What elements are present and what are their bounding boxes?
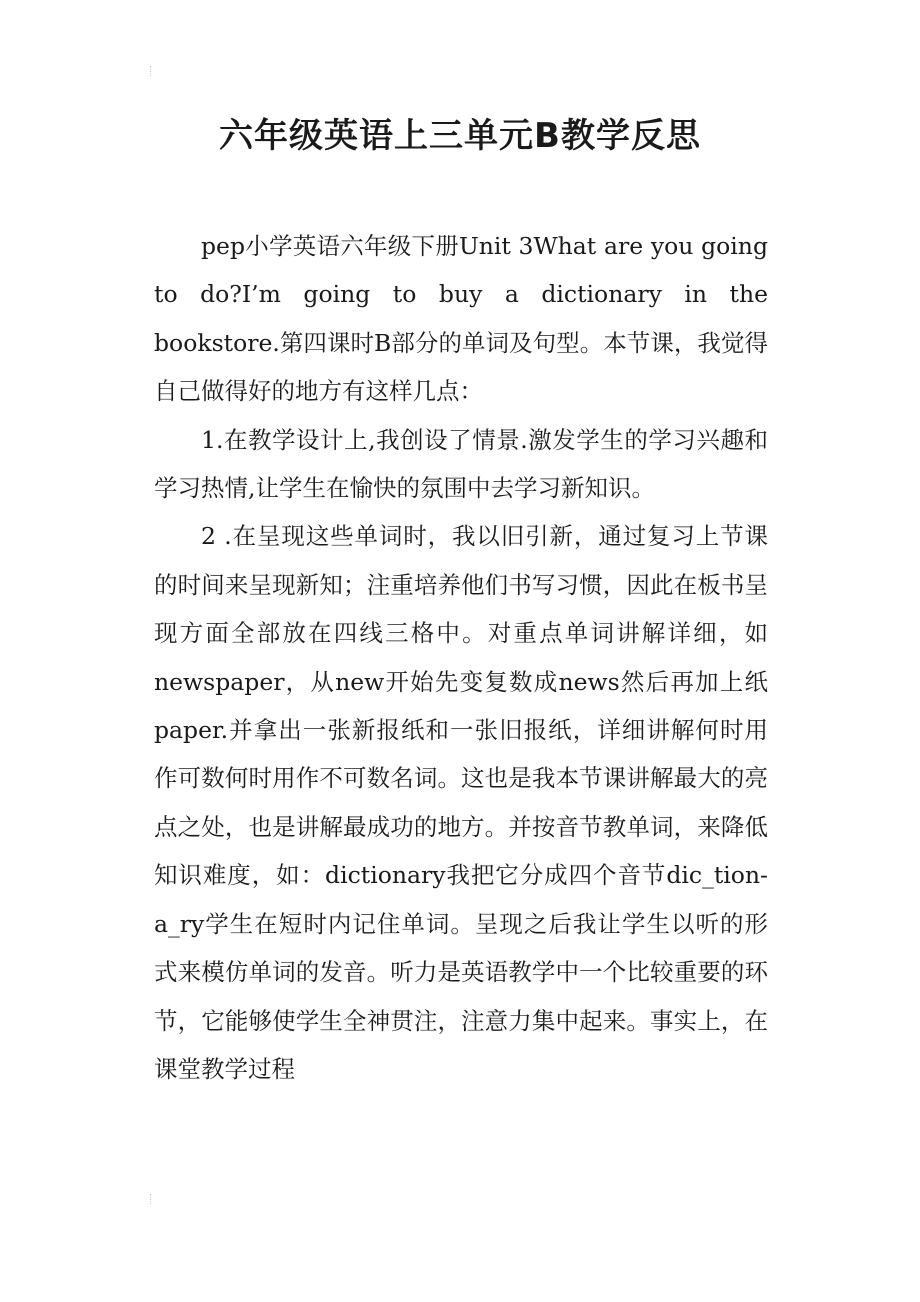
corner-crop-mark [150,1194,157,1204]
paragraph: pep小学英语六年级下册Unit 3What are you going to do?I’m going to buy a dictionary in the bookstore.第四课时B部分的单词及句型。本节课，我觉得自己做得好的地方有这样几点： [154,232,768,406]
document-title: 六年级英语上三单元B教学反思 [219,116,701,156]
paragraph: 2 .在呈现这些单词时，我以旧引新，通过复习上节课的时间来呈现新知；注重培养他们书写习惯，因此在板书呈现方面全部放在四线三格中。对重点单词讲解详细，如newspaper，从new开始先变复数成news然后再加上纸paper.并拿出一张新报纸和一张旧报纸，详细讲解何时用作可数何时用作不可数名词。这也是我本节课讲解最大的亮点之处，也是讲解最成功的地方。并按音节教单词，来降低知识难度，如：dictionary我把它分成四个音节dic_tion-a_ry学生在短时内记住单词。呈现之后我让学生以听的形式来模仿单词的发音。听力是英语教学中一个比较重要的环节，它能够使学生全神贯注，注意力集中起来。事实上，在课堂教学过程 [154,522,768,1083]
document-body [154,222,768,1093]
corner-crop-mark [150,66,157,76]
paragraph: 1.在教学设计上,我创设了情景.激发学生的学习兴趣和学习热情,让学生在愉快的氛围中去学习新知识。 [154,425,768,503]
